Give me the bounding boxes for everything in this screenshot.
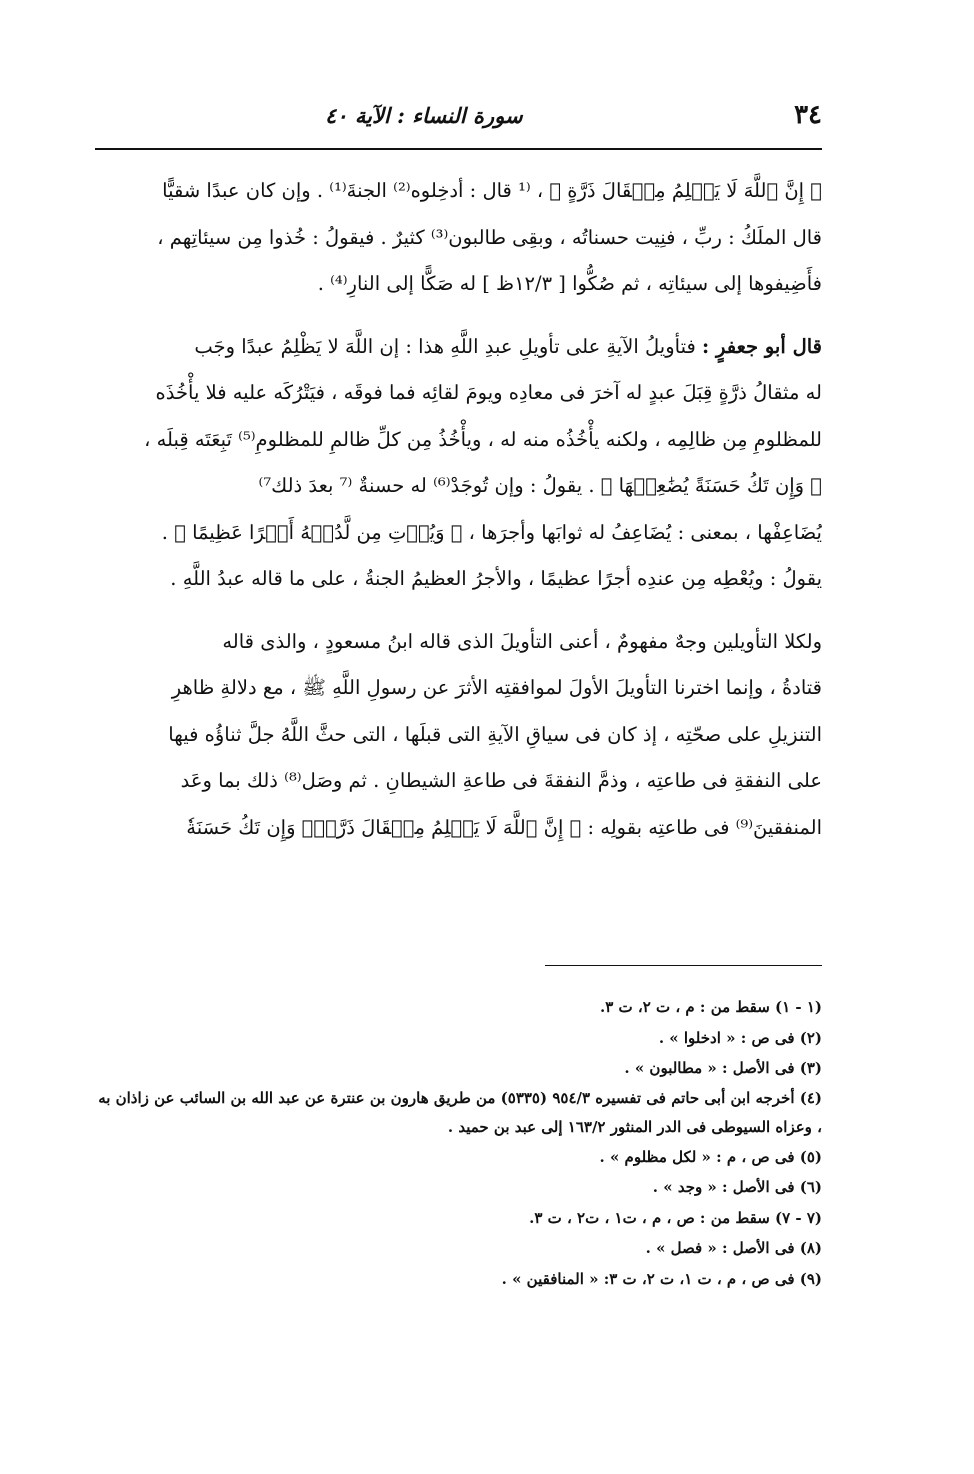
footnote: (٨) فى الأصل : « فصل » . bbox=[645, 1239, 822, 1257]
page-header bbox=[95, 90, 822, 140]
footnote-rule bbox=[545, 965, 822, 966]
running-title: سورة النساء : الآية ٤٠ bbox=[325, 102, 523, 128]
page-number: ٣٤ bbox=[794, 100, 822, 130]
text-line: له مثقالُ ذرَّةٍ قِبَلَ عبدٍ له آخرَ فى معادِه ويومَ لقائِه فما فوقَه ، فيَتْرُكَه عليه فلا يأْخُذَه bbox=[155, 381, 822, 404]
text-line: ﴿ وَإِن تَكُ حَسَنَةً يُضَٰعِفۡهَا ﴾ . يقولُ : وإن تُوجَدْ⁽⁶⁾ له حسنةٌ ⁽⁷ بعدَ ذلك⁷⁾ bbox=[258, 474, 822, 497]
text-line: للمظلومِ مِن ظالِمِه ، ولكنه يأْخُذُه منه له ، ويأْخُذُ مِن كلِّ ظالمِ للمظلومِ⁽⁵⁾ تَبِعَتَه قِبلَه ، bbox=[144, 427, 822, 451]
text-line bbox=[96, 324, 822, 371]
main-text bbox=[96, 168, 822, 867]
paragraph-2 bbox=[96, 324, 822, 603]
text-line: التنزيلِ على صحّتِه ، إذ كان فى سياقِ الآيةِ التى قبلَها ، التى حثَّ اللَّهُ جلَّ ثناؤُه فيها bbox=[168, 722, 822, 746]
footnote: (٦) فى الأصل : « وجد » . bbox=[652, 1178, 822, 1196]
text-line: يُضَاعِفْها ، بمعنى : يُضَاعِفُ له ثوابَها وأجرَها ، ﴿ وَيُؤۡتِ مِن لَّدُنۡهُ أَجۡرًا عَظِيمًا ﴾ . bbox=[161, 520, 822, 544]
text-line: يقولُ : ويُعْطِه مِن عندِه أجرًا عظيمًا ، والأجرُ العظيمُ الجنةُ ، على ما قاله عبدُ اللَّهِ . bbox=[170, 567, 822, 590]
paragraph-3 bbox=[96, 619, 822, 852]
footnotes bbox=[96, 992, 822, 1294]
header-rule bbox=[95, 148, 822, 150]
text-line: قال الملَكُ : ربِّ ، فنِيت حسناتُه ، وبقِى طالبون⁽³⁾ كثيرٌ . فيقولُ : خُذوا مِن سيئاتِهم ، bbox=[157, 225, 822, 249]
text-line: قتادةُ ، وإنما اخترنا التأويلَ الأولَ لموافقتِه الأثرَ عن رسولِ اللَّهِ ﷺ ، مع دلالةِ ظاهرِ bbox=[171, 676, 822, 699]
text-line-rest: فتأويلُ الآيةِ على تأويلِ عبدِ اللَّهِ هذا : إن اللَّهَ لا يَظْلِمُ عبدًا وجَب bbox=[194, 334, 696, 358]
footnote: (١ - ١) سقط من : م ، ت ٢، ت ٣. bbox=[600, 998, 822, 1016]
footnote: (٤) أخرجه ابن أبى حاتم فى تفسيره ٩٥٤/٣ (٥٣٣٥) من طريق هارون بن عنترة عن عبد الله بن السائب عن زاذان به ، وعزاه السيوطى فى الدر المنثور ١٦٣/٢ إلى عبد بن حميد . bbox=[98, 1088, 822, 1136]
footnote: (٧ - ٧) سقط من : ص ، م ، ت١ ، ت٢ ، ت ٣. bbox=[529, 1208, 822, 1227]
footnote: (٢) فى ص : « ادخلوا » . bbox=[658, 1028, 822, 1047]
paragraph-1 bbox=[96, 168, 822, 308]
text-line: ولكلا التأويلين وجهٌ مفهومٌ ، أعنى التأويلَ الذى قاله ابنُ مسعودٍ ، والذى قاله bbox=[222, 629, 822, 653]
footnote: (٥) فى ص ، م : « لكل مظلوم » . bbox=[599, 1147, 822, 1166]
paragraph-lead: قال أبو جعفرٍ : bbox=[702, 334, 822, 358]
footnote: (٩) فى ص ، م ، ت ١، ت ٢، ت ٣: « المنافقين » . bbox=[501, 1269, 822, 1288]
footnote: (٣) فى الأصل : « مطالبون » . bbox=[624, 1059, 822, 1077]
text-line: ﴿ إِنَّ ٱللَّهَ لَا يَظۡلِمُ مِثۡقَالَ ذَرَّةٍ ﴾ ، ⁽¹ قال : أدخِلوه⁽²⁾ الجنةَ⁽¹⁾ . وإن كان عبدًا شقيًّا bbox=[162, 179, 822, 202]
text-line: المنفقينَ⁽⁹⁾ فى طاعتِه بقولِه : ﴿ إِنَّ ٱللَّهَ لَا يَظۡلِمُ مِثۡقَالَ ذَرَّةٖۖ وَإِن تَكُ حَسَنَةٗ bbox=[186, 815, 822, 839]
text-line: فأَضِيفوها إلى سيئاتِه ، ثم صُكُّوا [ ١٢/٣ظ ] له صَكًّا إلى النارِ⁽⁴⁾ . bbox=[317, 272, 822, 295]
text-line: على النفقةِ فى طاعتِه ، وذمَّ النفقةَ فى طاعةِ الشيطانِ . ثم وصَل⁽⁸⁾ ذلك بما وعَد bbox=[180, 769, 822, 792]
